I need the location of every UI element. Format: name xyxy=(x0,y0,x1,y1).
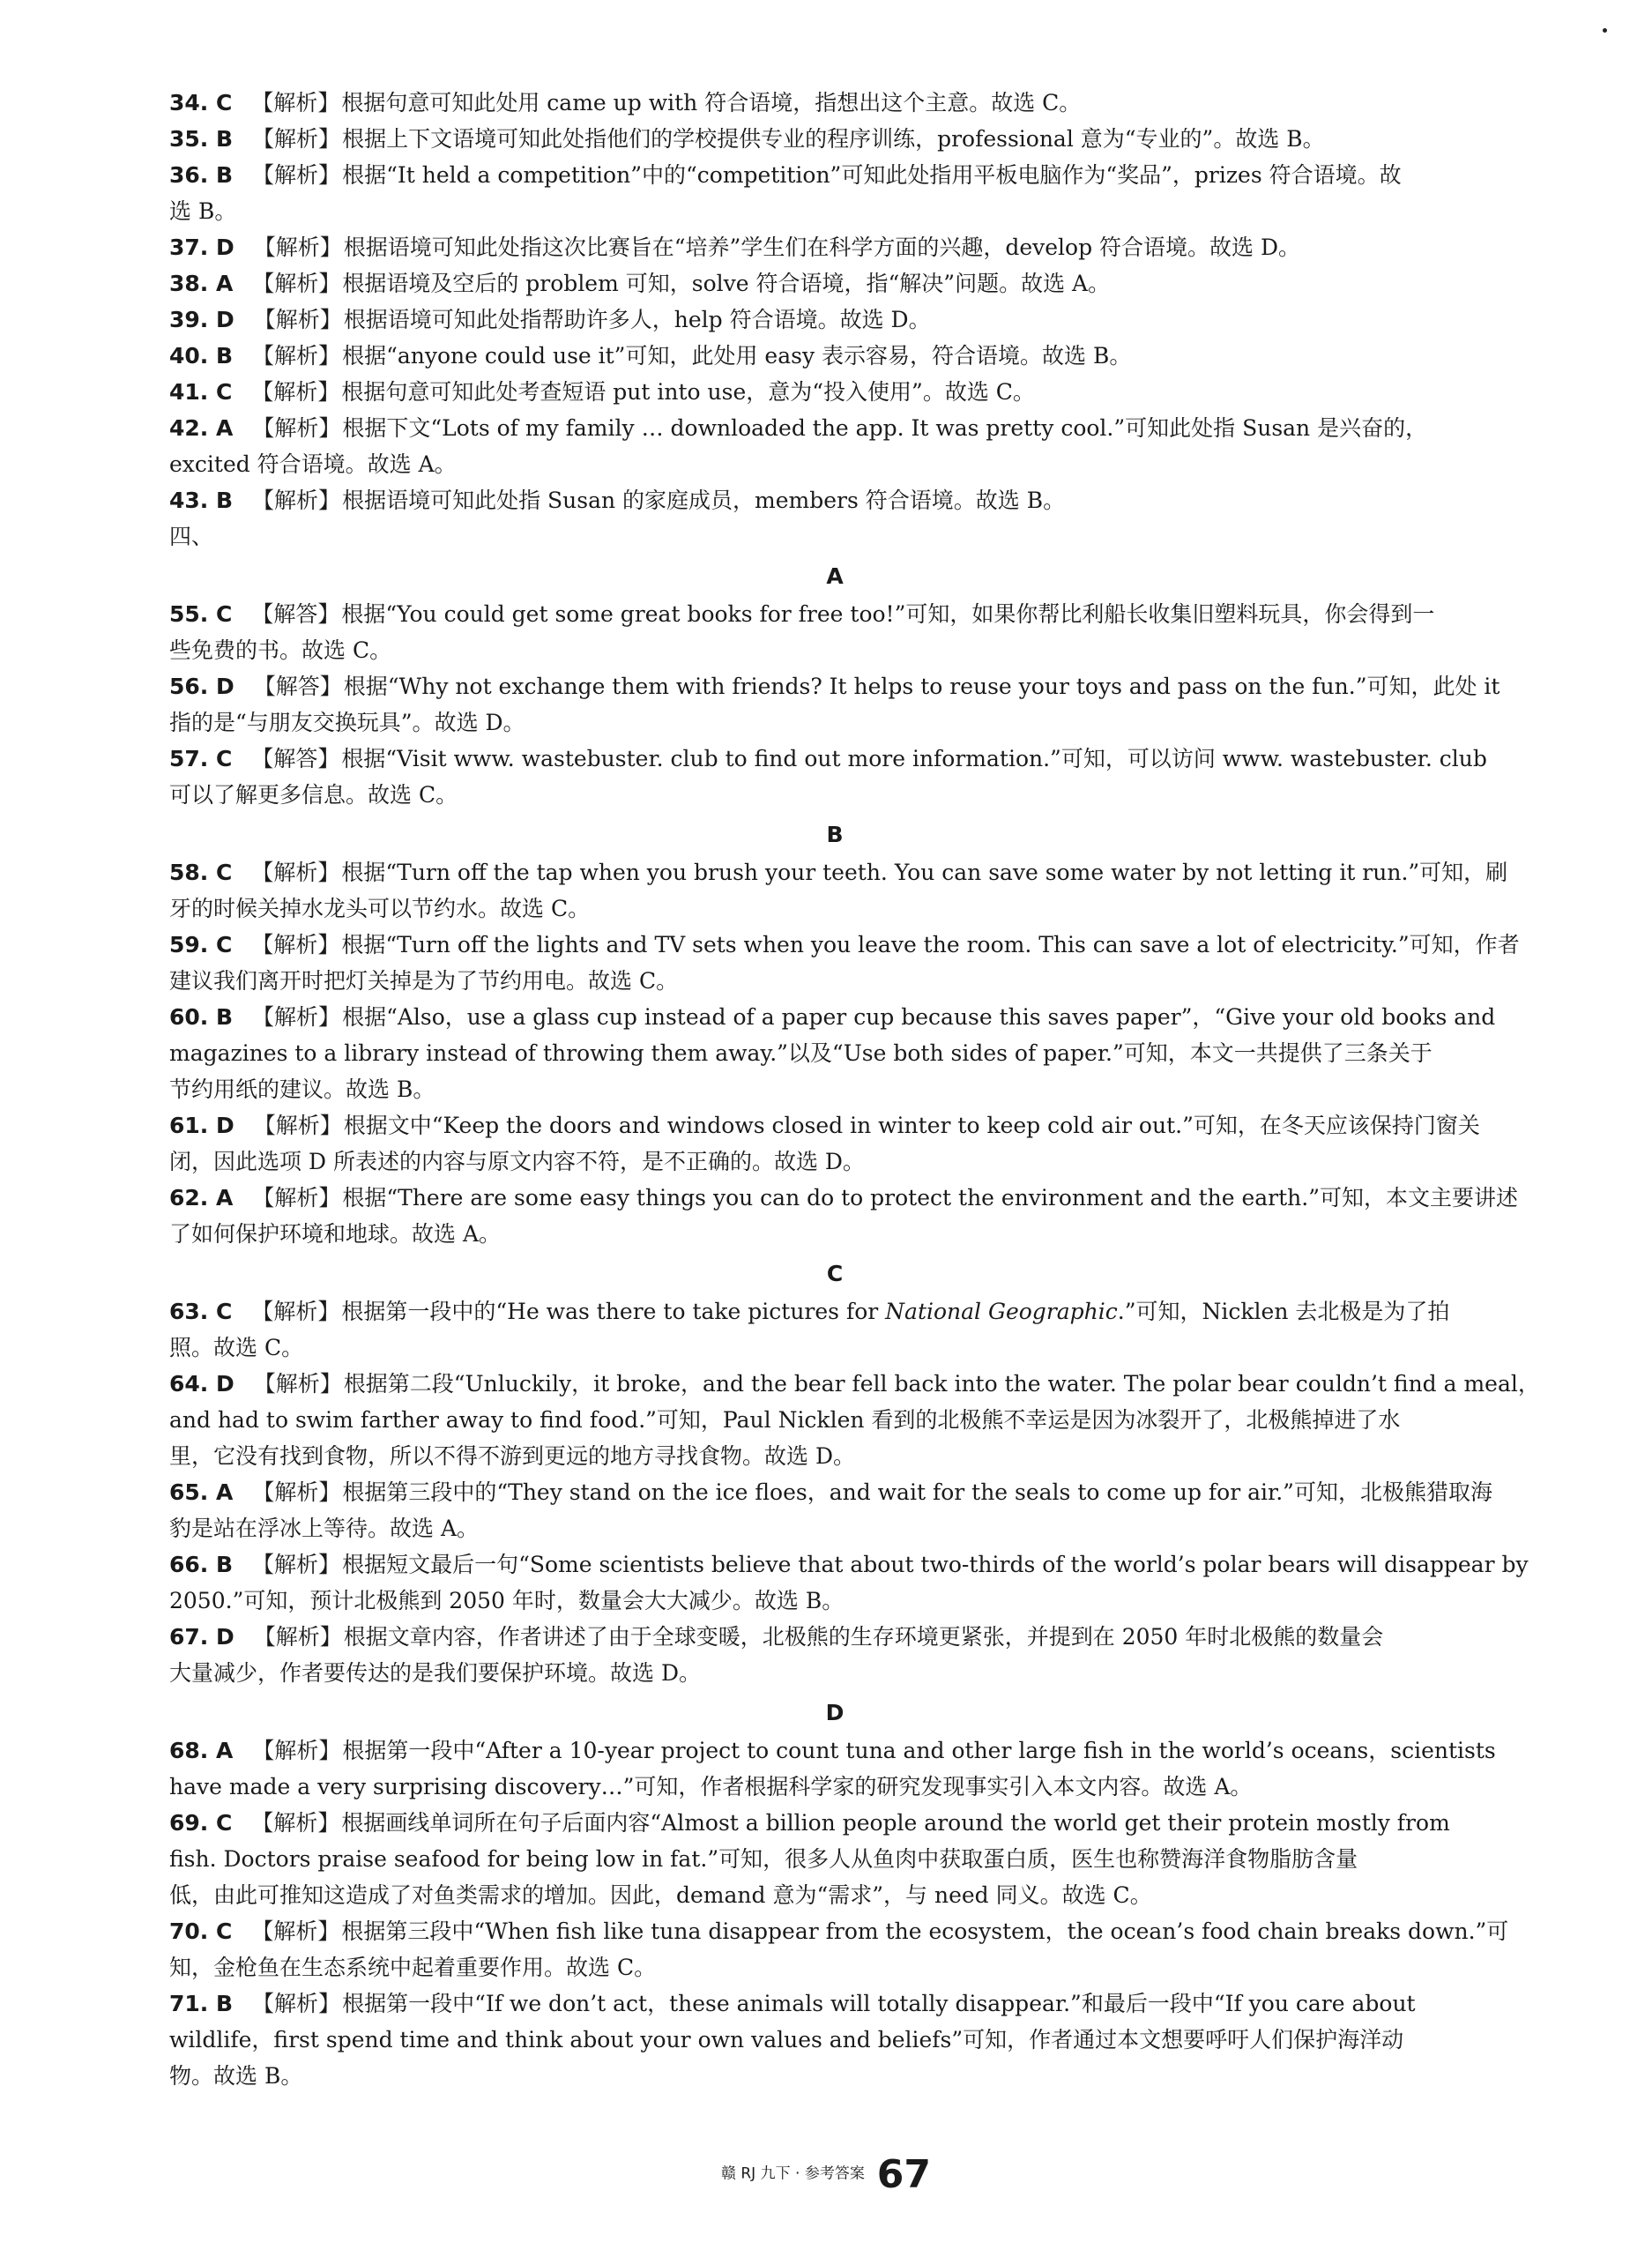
answer-item xyxy=(169,338,1500,374)
answer-text: 选 B。 xyxy=(169,198,237,224)
answer-text: fish. Doctors praise seafood for being low in fat.”可知，很多人从鱼肉中获取蛋白质，医生也称赞海洋食物脂肪含量 xyxy=(169,1846,1358,1872)
answer-item xyxy=(169,265,1500,302)
answer-item xyxy=(169,854,1508,927)
answer-text: and had to swim farther away to find food.”可知，Paul Nicklen 看到的北极熊不幸运是因为冰裂开了，北极熊掉进了水 xyxy=(169,1407,1401,1433)
answer-number: 65. A xyxy=(169,1479,234,1505)
answer-text: 指的是“与朋友交换玩具”。故选 D。 xyxy=(169,710,525,735)
answer-number: 59. C xyxy=(169,932,233,957)
answer-item xyxy=(169,999,1500,1107)
answer-text: 根据“Why not exchange them with friends? It helps to reuse your toys and pass on the fun.”可知，此处 it xyxy=(343,674,1500,699)
answer-text: 可以了解更多信息。故选 C。 xyxy=(169,782,458,808)
answer-text: 根据语境及空后的 problem 可知，solve 符合语境，指“解决”问题。故选 A。 xyxy=(342,271,1111,296)
answer-text: 根据“Visit www. wastebuster. club to find out more information.”可知，可以访问 www. wastebuster. club xyxy=(341,746,1487,771)
answer-text: 些免费的书。故选 C。 xyxy=(169,637,392,663)
answer-tag: 【解答】 xyxy=(253,674,342,699)
answer-item xyxy=(169,229,1500,265)
answer-number: 61. D xyxy=(169,1113,234,1138)
answer-text: 根据第一段中“If we don’t act，these animals will totally disappear.”和最后一段中“If you care about xyxy=(342,1991,1416,2016)
answer-text: 根据语境可知此处指 Susan 的家庭成员，members 符合语境。故选 B。 xyxy=(342,488,1066,513)
answer-text: have made a very surprising discovery…”可知，作者根据科学家的研究发现事实引入本文内容。故选 A。 xyxy=(169,1774,1253,1799)
answer-tag: 【解析】 xyxy=(253,235,342,260)
answer-text: 根据“You could get some great books for free too!”可知，如果你帮比利船长收集旧塑料玩具，你会得到一 xyxy=(341,601,1435,627)
answer-number: 67. D xyxy=(169,1624,234,1650)
answer-number: 70. C xyxy=(169,1918,233,1944)
answer-number: 39. D xyxy=(169,307,234,332)
answer-text: 照。故选 C。 xyxy=(169,1335,304,1360)
answer-text: 了如何保护环境和地球。故选 A。 xyxy=(169,1221,502,1247)
answer-number: 63. C xyxy=(169,1299,233,1324)
answer-item xyxy=(169,121,1500,157)
answer-tag: 【解析】 xyxy=(252,162,341,188)
answer-text-italic: National Geographic xyxy=(885,1299,1118,1324)
answer-text: 根据画线单词所在句子后面内容“Almost a billion people around the world get their protein mostly from xyxy=(341,1810,1450,1836)
page-number: 67 xyxy=(876,2151,932,2197)
answer-text: 物。故选 B。 xyxy=(169,2063,303,2089)
answer-item xyxy=(169,1180,1518,1252)
answer-tag: 【解答】 xyxy=(251,601,340,627)
answer-item xyxy=(169,927,1520,999)
answer-item xyxy=(169,85,1500,121)
answer-item xyxy=(169,741,1500,813)
answer-item xyxy=(169,302,1500,338)
answer-text: 低，由此可推知这造成了对鱼类需求的增加。因此，demand 意为“需求”，与 need 同义。故选 C。 xyxy=(169,1882,1152,1908)
answer-number: 62. A xyxy=(169,1185,234,1211)
answer-item xyxy=(169,374,1500,410)
answer-item xyxy=(169,1107,1500,1180)
page-footer xyxy=(0,2151,1652,2197)
answer-tag: 【解析】 xyxy=(252,1479,341,1505)
answer-text: 根据句意可知此处考查短语 put into use，意为“投入使用”。故选 C。 xyxy=(341,379,1035,405)
answer-tag: 【解析】 xyxy=(252,1185,341,1211)
answer-number: 56. D xyxy=(169,674,234,699)
answer-text: 根据语境可知此处指这次比赛旨在“培养”学生们在科学方面的兴趣，develop 符合语境。故选 D。 xyxy=(343,235,1301,260)
answer-number: 60. B xyxy=(169,1004,234,1030)
answer-number: 64. D xyxy=(169,1371,234,1397)
answer-text: 根据第二段“Unluckily，it broke，and the bear fell back into the water. The polar bear couldn’t find a meal， xyxy=(343,1371,1540,1397)
answer-tag: 【解析】 xyxy=(252,415,341,441)
answer-tag: 【解析】 xyxy=(251,860,340,885)
answer-tag: 【解析】 xyxy=(252,271,341,296)
answer-item xyxy=(169,1732,1500,1805)
answer-number: 37. D xyxy=(169,235,234,260)
part-d-answers xyxy=(169,1732,1509,2094)
answer-number: 57. C xyxy=(169,746,233,771)
answer-tag: 【解析】 xyxy=(253,1624,342,1650)
answer-number: 58. C xyxy=(169,860,233,885)
answer-tag: 【解析】 xyxy=(253,1113,342,1138)
corner-dot xyxy=(1603,28,1607,33)
answer-tag: 【解析】 xyxy=(251,932,340,957)
answer-text: 根据下文“Lots of my family … downloaded the app. It was pretty cool.”可知此处指 Susan 是兴奋的， xyxy=(342,415,1428,441)
answer-number: 38. A xyxy=(169,271,234,296)
footer-label: 赣 RJ 九下 · 参考答案 xyxy=(720,2164,865,2183)
answer-number: 42. A xyxy=(169,415,234,441)
part-a-answers xyxy=(169,596,1500,813)
answer-text: 根据上下文语境可知此处指他们的学校提供专业的程序训练，professional 意为“专业的”。故选 B。 xyxy=(342,126,1325,152)
answer-number: 69. C xyxy=(169,1810,233,1836)
answer-number: 40. B xyxy=(169,343,234,369)
answer-tag: 【解析】 xyxy=(252,1991,341,2016)
answer-text: 里，它没有找到食物，所以不得不游到更远的地方寻找食物。故选 D。 xyxy=(169,1443,855,1469)
answer-item xyxy=(169,482,1500,518)
answer-number: 41. C xyxy=(169,379,233,405)
answer-number: 36. B xyxy=(169,162,234,188)
section-label: 四、 xyxy=(169,524,214,549)
answer-item xyxy=(169,1986,1500,2094)
answer-number: 43. B xyxy=(169,488,234,513)
cloze-answers xyxy=(169,85,1500,518)
answer-tag: 【解析】 xyxy=(251,1299,340,1324)
answer-tag: 【解答】 xyxy=(251,746,340,771)
answer-item xyxy=(169,1474,1500,1546)
answer-number: 34. C xyxy=(169,90,233,115)
answer-item xyxy=(169,1619,1500,1691)
answer-text: 根据第三段中“When fish like tuna disappear from the ecosystem，the ocean’s food chain breaks down.”可 xyxy=(341,1918,1509,1944)
answer-item xyxy=(169,1805,1500,1913)
answer-tag: 【解析】 xyxy=(253,307,342,332)
answer-tag: 【解析】 xyxy=(252,343,341,369)
answer-text: 根据“Turn off the tap when you brush your teeth. You can save some water by not letting it run.”可知，刷 xyxy=(341,860,1508,885)
answer-tag: 【解析】 xyxy=(251,1810,340,1836)
answer-text: 根据“Also，use a glass cup instead of a paper cup because this saves paper”，“Give your old books and xyxy=(342,1004,1496,1030)
answer-item xyxy=(169,1546,1529,1619)
answer-text: 豹是站在浮冰上等待。故选 A。 xyxy=(169,1516,480,1541)
answer-text: 根据“anyone could use it”可知，此处用 easy 表示容易，符合语境。故选 B。 xyxy=(342,343,1132,369)
answer-tag: 【解析】 xyxy=(253,1371,342,1397)
answer-text: 根据短文最后一句“Some scientists believe that about two-thirds of the world’s polar bears will disappear by xyxy=(342,1552,1529,1577)
answer-tag: 【解析】 xyxy=(251,1918,340,1944)
answer-text: 建议我们离开时把灯关掉是为了节约用电。故选 C。 xyxy=(169,968,679,994)
answer-text: 闭，因此选项 D 所表述的内容与原文内容不符，是不正确的。故选 D。 xyxy=(169,1149,865,1174)
answer-content xyxy=(169,85,1540,2094)
answer-text: 根据文章内容，作者讲述了由于全球变暖，北极熊的生存环境更紧张，并提到在 2050 年时北极熊的数量会 xyxy=(343,1624,1384,1650)
answer-item xyxy=(169,596,1500,668)
answer-number: 55. C xyxy=(169,601,233,627)
answer-text: 牙的时候关掉水龙头可以节约水。故选 C。 xyxy=(169,896,591,921)
answer-text: 根据句意可知此处用 came up with 符合语境，指想出这个主意。故选 C。 xyxy=(341,90,1082,115)
part-c-label: C xyxy=(826,1261,844,1286)
answer-text: 知，金枪鱼在生态系统中起着重要作用。故选 C。 xyxy=(169,1955,657,1980)
answer-text: 根据第一段中“After a 10-year project to count tuna and other large fish in the world’s oceans，scientists xyxy=(342,1738,1496,1763)
answer-number: 35. B xyxy=(169,126,234,152)
answer-text: 根据第三段中的“They stand on the ice floes，and wait for the seals to come up for air.”可知，北极熊猎取海 xyxy=(342,1479,1492,1505)
answer-text: 大量减少，作者要传达的是我们要保护环境。故选 D。 xyxy=(169,1660,701,1686)
answer-text: 根据文中“Keep the doors and windows closed in winter to keep cold air out.”可知，在冬天应该保持门窗关 xyxy=(343,1113,1480,1138)
answer-text: 根据“It held a competition”中的“competition”可知此处指用平板电脑作为“奖品”，prizes 符合语境。故 xyxy=(342,162,1402,188)
answer-text: 根据第一段中的“He was there to take pictures for xyxy=(341,1299,886,1324)
answer-number: 68. A xyxy=(169,1738,234,1763)
part-b-answers xyxy=(169,854,1520,1252)
part-a-label: A xyxy=(826,563,844,589)
answer-number: 71. B xyxy=(169,1991,234,2016)
answer-item-63 xyxy=(169,1293,1500,1366)
answer-tag: 【解析】 xyxy=(251,379,340,405)
answer-number: 66. B xyxy=(169,1552,234,1577)
answer-text: wildlife，first spend time and think about your own values and beliefs”可知，作者通过本文想要呼吁人们保护海洋动 xyxy=(169,2027,1404,2053)
part-b-label: B xyxy=(826,822,844,847)
answer-text: .”可知，Nicklen 去北极是为了拍 xyxy=(1117,1299,1450,1324)
part-d-label: D xyxy=(825,1700,845,1725)
answer-item xyxy=(169,1913,1509,1986)
answer-item xyxy=(169,668,1500,741)
answer-text: 根据“Turn off the lights and TV sets when you leave the room. This can save a lot of electricity.”可知，作者 xyxy=(341,932,1520,957)
answer-item xyxy=(169,1366,1540,1474)
answer-text: 节约用纸的建议。故选 B。 xyxy=(169,1077,435,1102)
answer-tag: 【解析】 xyxy=(252,488,341,513)
answer-text: 根据语境可知此处指帮助许多人，help 符合语境。故选 D。 xyxy=(343,307,931,332)
answer-text: excited 符合语境。故选 A。 xyxy=(169,451,457,477)
answer-text: magazines to a library instead of throwing them away.”以及“Use both sides of paper.”可知，本文一共提供了三条关于 xyxy=(169,1040,1432,1066)
answer-tag: 【解析】 xyxy=(252,1738,341,1763)
part-c-answers xyxy=(169,1366,1540,1691)
answer-tag: 【解析】 xyxy=(251,90,340,115)
answer-tag: 【解析】 xyxy=(252,1552,341,1577)
answer-item xyxy=(169,157,1500,229)
answer-tag: 【解析】 xyxy=(252,1004,341,1030)
answer-text: 2050.”可知，预计北极熊到 2050 年时，数量会大大减少。故选 B。 xyxy=(169,1588,845,1613)
answer-item xyxy=(169,410,1500,482)
answer-text: 根据“There are some easy things you can do to protect the environment and the earth.”可知，本文主要讲述 xyxy=(342,1185,1518,1211)
answer-tag: 【解析】 xyxy=(252,126,341,152)
